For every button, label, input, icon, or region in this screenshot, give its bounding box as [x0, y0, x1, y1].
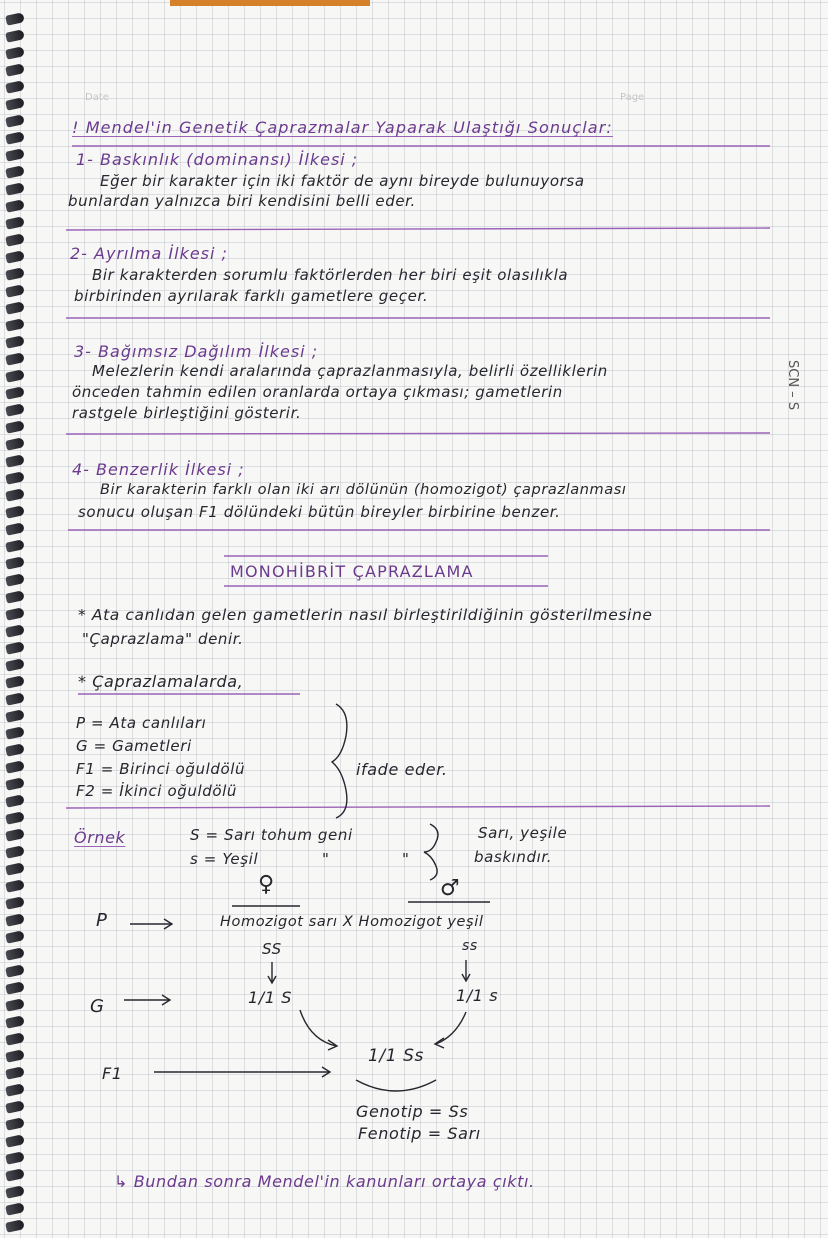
principle-2-line-2: birbirinden ayrılarak farklı gametlere geçer.: [74, 287, 429, 305]
offspring-underline: [356, 1080, 436, 1091]
left-genotype: SS: [262, 940, 282, 958]
legend-item-p: P = Ata canlıları: [76, 714, 207, 732]
female-symbol: ♀: [258, 872, 275, 897]
principle-3-line-3: rastgele birleştiğini gösterir.: [72, 404, 302, 422]
side-note: SCN – S: [785, 360, 800, 411]
left-merge-arrow: [300, 1010, 336, 1046]
divider-1: [66, 228, 770, 230]
parents-line: Homozigot sarı X Homozigot yeşil: [220, 914, 484, 930]
principle-1-line-2: bunlardan yalnızca biri kendisini belli eder.: [68, 192, 416, 210]
male-symbol: ♂: [440, 876, 461, 901]
legend-note: ifade eder.: [356, 760, 448, 779]
right-gamete: 1/1 s: [456, 986, 499, 1005]
principle-4-line-2: sonucu oluşan F1 dölündeki bütün bireyler birbirine benzer.: [78, 503, 561, 521]
definition-line-1: * Ata canlıdan gelen gametlerin nasıl birleştirildiğinin gösterilmesine: [78, 606, 653, 624]
principle-2-heading: 2- Ayrılma İlkesi ;: [70, 244, 228, 263]
conclusion: ↳ Bundan sonra Mendel'in kanunları ortaya çıktı.: [114, 1172, 535, 1191]
offspring: 1/1 Ss: [368, 1046, 425, 1066]
date-field-ghost: Date: [85, 92, 109, 103]
principle-1-heading: 1- Baskınlık (dominansı) İlkesi ;: [76, 150, 359, 169]
divider-3: [66, 433, 770, 434]
principle-4-heading: 4- Benzerlik İlkesi ;: [72, 460, 245, 479]
page-title: ! Mendel'in Genetik Çaprazmalar Yaparak Ulaştığı Sonuçlar:: [72, 118, 613, 137]
right-genotype: ss: [462, 938, 478, 954]
ditto-mark-2: ": [402, 850, 410, 868]
page-field-ghost: Page: [620, 92, 645, 103]
crossings-heading: * Çaprazlamalarda,: [78, 672, 244, 691]
section-title: MONOHİBRİT ÇAPRAZLAMA: [230, 562, 474, 581]
principle-1-line-1: Eğer bir karakter için iki faktör de aynı bireyde bulunuyorsa: [100, 172, 585, 190]
example-note-2: baskındır.: [474, 848, 553, 866]
legend-item-f2: F2 = İkinci oğuldölü: [76, 782, 237, 800]
example-label: Örnek: [74, 828, 126, 847]
legend-item-f1: F1 = Birinci oğuldölü: [76, 760, 246, 778]
divider-5: [66, 806, 770, 808]
g-label: G: [90, 996, 105, 1017]
example-note-1: Sarı, yeşile: [478, 824, 568, 842]
principle-3-line-1: Melezlerin kendi aralarında çaprazlanmasıyla, belirli özelliklerin: [92, 362, 608, 380]
right-merge-arrow: [436, 1012, 466, 1044]
ditto-mark-1: ": [322, 850, 330, 868]
left-gamete: 1/1 S: [248, 988, 292, 1007]
f1-label: F1: [102, 1064, 123, 1083]
principle-3-line-2: önceden tahmin edilen oranlarda ortaya çıkması; gametlerin: [72, 383, 563, 401]
example-line-2: s = Yeşil: [190, 850, 259, 868]
phenotype-result: Fenotip = Sarı: [358, 1124, 481, 1143]
principle-2-line-1: Bir karakterden sorumlu faktörlerden her biri eşit olasılıkla: [92, 266, 569, 284]
legend-brace: [332, 704, 347, 818]
example-line-1: S = Sarı tohum geni: [190, 826, 353, 844]
genotype-result: Genotip = Ss: [356, 1102, 469, 1121]
example-brace: [424, 824, 438, 880]
legend-item-g: G = Gametleri: [76, 737, 192, 755]
definition-line-2: "Çaprazlama" denir.: [82, 630, 244, 648]
principle-4-line-1: Bir karakterin farklı olan iki arı dölünün (homozigot) çaprazlanması: [100, 482, 627, 498]
p-label: P: [96, 910, 108, 931]
principle-3-heading: 3- Bağımsız Dağılım İlkesi ;: [74, 342, 319, 361]
